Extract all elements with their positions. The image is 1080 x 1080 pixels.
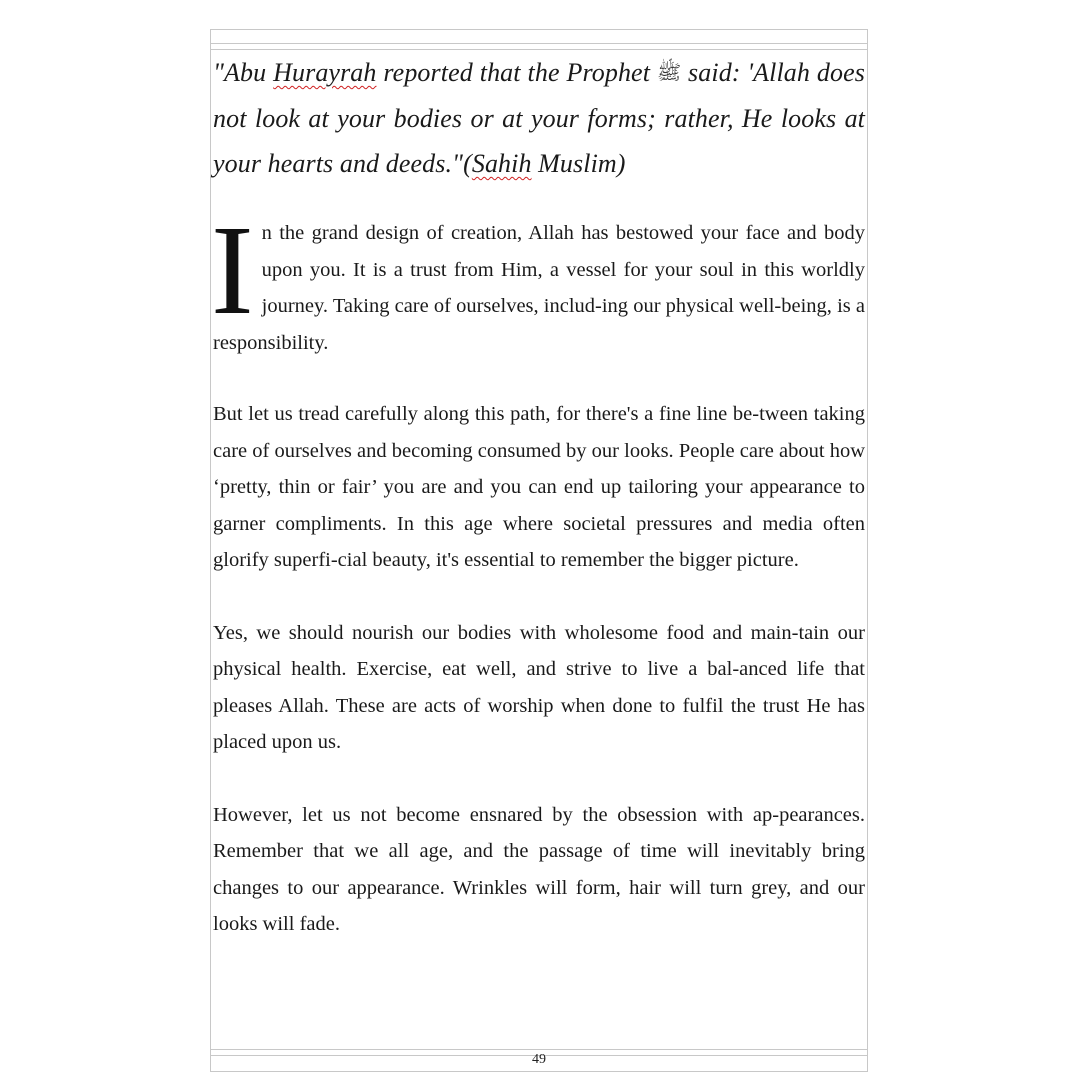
drop-cap: I bbox=[211, 199, 254, 341]
spellcheck-word-sahih: Sahih bbox=[471, 149, 532, 178]
quote-text: Muslim) bbox=[531, 149, 626, 178]
paragraph-1-text: n the grand design of creation, Allah has bestowed your face and body upon you. It is a trust from Him, a vessel for your soul in this worldly journey. Taking care of ourselves, includ-ing our physical well-being, is a responsibility. bbox=[213, 222, 865, 354]
quote-text: reported that the Prophet bbox=[376, 58, 657, 87]
hadith-quote bbox=[213, 50, 865, 186]
paragraph-3: Yes, we should nourish our bodies with wholesome food and main-tain our physical health. Exercise, eat well, and strive to live a bal-anced life that pleases Allah. These are acts of worship when done to fulfil the trust He has placed upon us. bbox=[213, 621, 865, 753]
quote-text: "Abu bbox=[213, 58, 274, 87]
page-number: 49 bbox=[532, 1052, 546, 1067]
salawat-symbol: ﷺ bbox=[656, 62, 682, 84]
document-page bbox=[210, 29, 868, 1072]
paragraph-2: But let us tread carefully along this path, for there's a fine line be-tween taking care of ourselves and becoming consumed by our looks. People care about how ‘pretty, thin or fair’ you are and you can end up tailoring your appearance to garner compliments. In this age where societal pressures and media often glorify superfi-cial beauty, it's essential to remember the bigger picture. bbox=[213, 403, 865, 571]
paragraph-1 bbox=[211, 199, 865, 361]
page-body bbox=[213, 50, 865, 943]
paragraph-4: However, let us not become ensnared by the obsession with ap-pearances. Remember that we all age, and the passage of time will inevitably bring changes to our appearance. Wrinkles will form, hair will turn grey, and our looks will fade. bbox=[213, 803, 865, 935]
spellcheck-word-hurayrah: Hurayrah bbox=[273, 58, 377, 87]
header-rule bbox=[211, 43, 867, 44]
quote-text: said: 'Allah does not look at your bodies or at your forms; rather, He looks at your hearts and deeds."( bbox=[213, 58, 865, 178]
